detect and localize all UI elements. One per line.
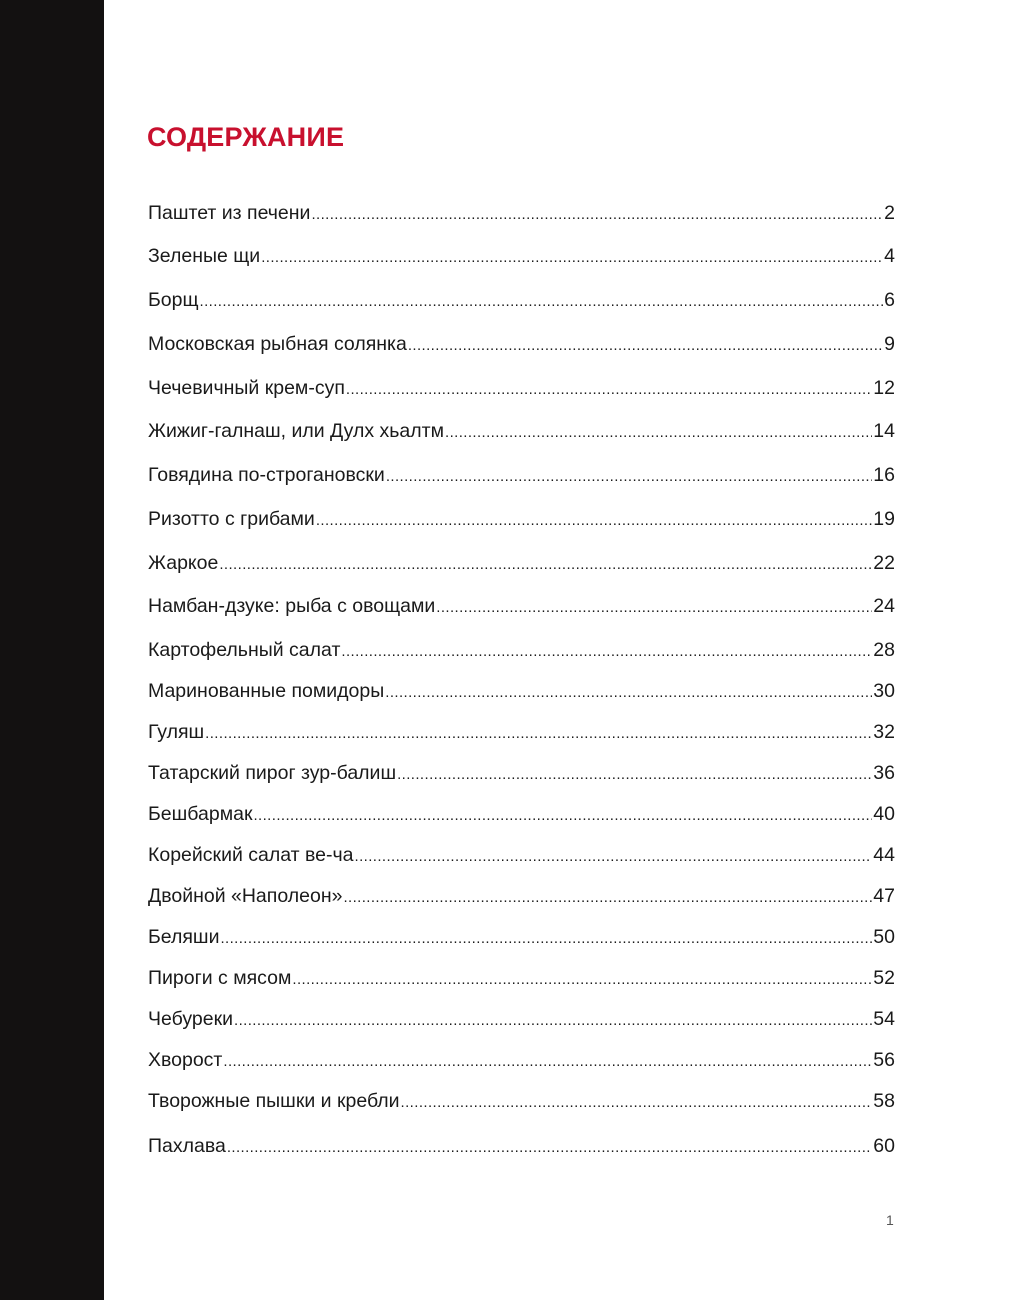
toc-dot-leader <box>436 594 872 622</box>
toc-entry-title: Намбан-дзуке: рыба с овощами <box>148 595 436 617</box>
toc-dot-leader <box>408 332 883 360</box>
toc-entry-page: 60 <box>873 1135 895 1157</box>
toc-entry-page: 56 <box>873 1049 895 1071</box>
toc-entry[interactable] <box>148 759 895 787</box>
toc-dot-leader <box>341 638 872 666</box>
toc-entry[interactable] <box>148 923 895 951</box>
toc-entry[interactable] <box>148 964 895 992</box>
toc-dot-leader <box>292 966 872 994</box>
toc-entry-page: 2 <box>884 202 895 224</box>
toc-entry-page: 24 <box>873 595 895 617</box>
toc-dot-leader <box>227 1134 872 1162</box>
toc-dot-leader <box>445 419 872 447</box>
toc-entry-title: Беляши <box>148 926 220 948</box>
toc-entry-title: Говядина по-строгановски <box>148 464 385 486</box>
toc-entry-title: Бешбармак <box>148 803 253 825</box>
toc-dot-leader <box>220 925 872 953</box>
toc-dot-leader <box>311 201 883 229</box>
toc-entry-title: Татарский пирог зур-балиш <box>148 762 397 784</box>
toc-dot-leader <box>261 244 883 272</box>
toc-dot-leader <box>219 551 872 579</box>
toc-entry-page: 12 <box>873 377 895 399</box>
toc-entry-page: 50 <box>873 926 895 948</box>
toc-entry[interactable] <box>148 505 895 533</box>
toc-entry-page: 4 <box>884 245 895 267</box>
toc-dot-leader <box>343 884 872 912</box>
toc-entry[interactable] <box>148 1005 895 1033</box>
toc-entry-page: 28 <box>873 639 895 661</box>
toc-dot-leader <box>385 679 872 707</box>
toc-entry-title: Корейский салат ве-ча <box>148 844 354 866</box>
toc-entry-page: 32 <box>873 721 895 743</box>
toc-entry-title: Чечевичный крем-суп <box>148 377 345 399</box>
toc-entry[interactable] <box>148 592 895 620</box>
toc-entry[interactable] <box>148 199 895 227</box>
toc-entry-title: Хворост <box>148 1049 223 1071</box>
toc-entry[interactable] <box>148 882 895 910</box>
toc-entry-title: Зеленые щи <box>148 245 261 267</box>
toc-dot-leader <box>253 802 872 830</box>
toc-entry-title: Творожные пышки и кребли <box>148 1090 400 1112</box>
toc-entry-page: 22 <box>873 552 895 574</box>
toc-entry-page: 40 <box>873 803 895 825</box>
toc-entry[interactable] <box>148 242 895 270</box>
toc-entry-title: Гуляш <box>148 721 205 743</box>
toc-entry[interactable] <box>148 718 895 746</box>
toc-entry-page: 9 <box>884 333 895 355</box>
toc-entry[interactable] <box>148 800 895 828</box>
toc-entry-page: 14 <box>873 420 895 442</box>
table-of-contents <box>148 0 895 1300</box>
toc-entry-page: 58 <box>873 1090 895 1112</box>
toc-entry[interactable] <box>148 461 895 489</box>
toc-entry[interactable] <box>148 1046 895 1074</box>
toc-dot-leader <box>346 376 872 404</box>
toc-dot-leader <box>223 1048 872 1076</box>
toc-entry[interactable] <box>148 1087 895 1115</box>
toc-entry-title: Чебуреки <box>148 1008 234 1030</box>
toc-entry-title: Картофельный салат <box>148 639 341 661</box>
page-title: СОДЕРЖАНИЕ <box>147 122 345 152</box>
toc-dot-leader <box>386 463 872 491</box>
left-black-band <box>0 0 104 1300</box>
toc-entry-page: 47 <box>873 885 895 907</box>
toc-dot-leader <box>316 507 872 535</box>
toc-dot-leader <box>397 761 872 789</box>
toc-entry-title: Паштет из печени <box>148 202 311 224</box>
toc-dot-leader <box>200 288 884 316</box>
toc-dot-leader <box>205 720 872 748</box>
toc-entry-page: 54 <box>873 1008 895 1030</box>
toc-entry[interactable] <box>148 841 895 869</box>
toc-entry-title: Московская рыбная солянка <box>148 333 407 355</box>
toc-entry-page: 16 <box>873 464 895 486</box>
toc-entry-page: 52 <box>873 967 895 989</box>
toc-entry[interactable] <box>148 636 895 664</box>
toc-entry-title: Жаркое <box>148 552 219 574</box>
toc-entry-title: Ризотто с грибами <box>148 508 315 530</box>
toc-dot-leader <box>401 1089 873 1117</box>
toc-entry[interactable] <box>148 374 895 402</box>
toc-entry[interactable] <box>148 330 895 358</box>
toc-entry-page: 6 <box>884 289 895 311</box>
toc-entry[interactable] <box>148 1132 895 1160</box>
page-number: 1 <box>886 1212 894 1228</box>
toc-entry[interactable] <box>148 677 895 705</box>
toc-entry-page: 30 <box>873 680 895 702</box>
toc-entry-title: Жижиг-галнаш, или Дулх хьалтм <box>148 420 444 442</box>
toc-entry-page: 44 <box>873 844 895 866</box>
toc-dot-leader <box>234 1007 872 1035</box>
toc-entry-title: Двойной «Наполеон» <box>148 885 343 907</box>
toc-entry-title: Пахлава <box>148 1135 226 1157</box>
toc-entry-title: Пироги с мясом <box>148 967 292 989</box>
toc-entry-title: Борщ <box>148 289 199 311</box>
toc-entry[interactable] <box>148 549 895 577</box>
toc-entry-page: 19 <box>873 508 895 530</box>
toc-entry[interactable] <box>148 417 895 445</box>
toc-dot-leader <box>355 843 873 871</box>
toc-entry-title: Маринованные помидоры <box>148 680 385 702</box>
toc-entry[interactable] <box>148 286 895 314</box>
toc-entry-page: 36 <box>873 762 895 784</box>
